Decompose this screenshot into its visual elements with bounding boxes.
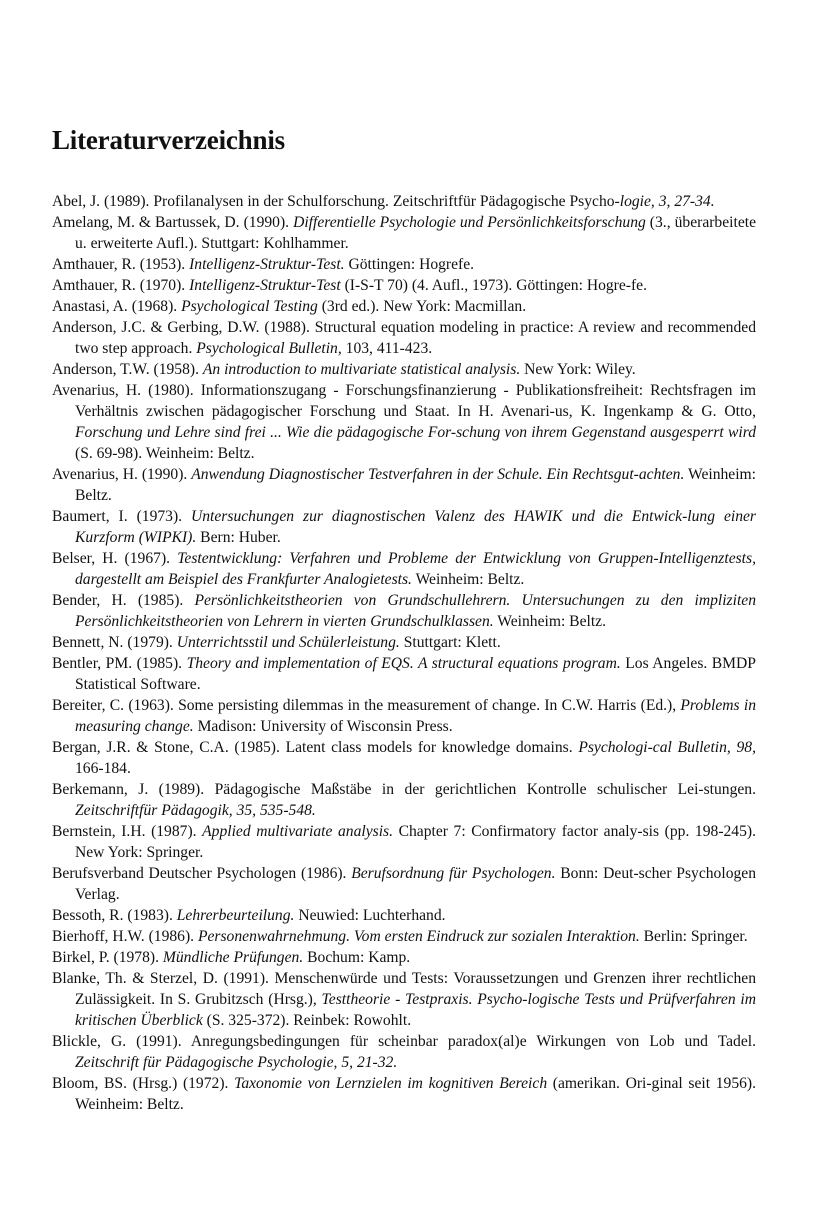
reference-text: Bennett, N. (1979).	[52, 634, 177, 651]
reference-text: Bloom, BS. (Hrsg.) (1972).	[52, 1075, 235, 1092]
reference-entry	[52, 506, 756, 548]
reference-text: Bierhoff, H.W. (1986).	[52, 928, 198, 945]
reference-text: Bereiter, C. (1963). Some persisting dilemmas in the measurement of change. In C.W. Harris (Ed.),	[52, 697, 681, 714]
reference-title: Forschung und Lehre sind frei ... Wie die pädagogische For-schung von ihrem Gegenstand ausgesperrt wird	[75, 424, 756, 441]
reference-title: Zeitschriftfür Pädagogik, 35, 535-548.	[75, 802, 316, 819]
reference-text: Blanke, Th. & Sterzel, D. (1991). Menschenwürde und Tests: Voraussetzungen und Grenzen ihrer rechtlichen Zulässigkeit. In S. Grubitzsch (Hrsg.),	[52, 970, 756, 1008]
reference-text: Berkemann, J. (1989). Pädagogische Maßstäbe in der gerichtlichen Kontrolle schulischer Lei-stungen.	[52, 781, 756, 798]
reference-source: 166-184.	[75, 760, 131, 777]
reference-entry	[52, 380, 756, 464]
reference-title: Problems in measuring change.	[75, 697, 756, 735]
reference-entry	[52, 275, 756, 296]
reference-source: 103, 411-423.	[341, 340, 433, 357]
reference-entry	[52, 821, 756, 863]
reference-text: Birkel, P. (1978).	[52, 949, 163, 966]
reference-source: (S. 325-372). Reinbek: Rowohlt.	[202, 1012, 412, 1029]
reference-entry	[52, 191, 756, 212]
reference-text: Anderson, J.C. & Gerbing, D.W. (1988). Structural equation modeling in practice: A review and recommended two step approach.	[52, 319, 756, 357]
reference-text: Amelang, M. & Bartussek, D. (1990).	[52, 214, 294, 231]
reference-entry	[52, 212, 756, 254]
reference-source: Berlin: Springer.	[639, 928, 748, 945]
reference-text: Blickle, G. (1991). Anregungsbedingungen für scheinbar paradox(al)e Wirkungen von Lob und Tadel.	[52, 1033, 756, 1050]
reference-entry	[52, 695, 756, 737]
reference-title: Lehrerbeurteilung.	[176, 907, 295, 924]
reference-source: (amerikan. Ori-ginal seit 1956). Weinheim: Beltz.	[75, 1075, 757, 1113]
reference-entry	[52, 737, 756, 779]
reference-entry	[52, 926, 756, 947]
reference-source: Madison: University of Wisconsin Press.	[193, 718, 453, 735]
reference-entry	[52, 1073, 756, 1115]
reference-text: Baumert, I. (1973).	[52, 508, 191, 525]
reference-text: Berufsverband Deutscher Psychologen (1986).	[52, 865, 352, 882]
reference-title: Testtheorie - Testpraxis. Psycho-logische Tests und Prüfverfahren im kritischen Überblick	[75, 991, 756, 1029]
reference-source: Weinheim: Beltz.	[493, 613, 606, 630]
reference-text: Bentler, PM. (1985).	[52, 655, 187, 672]
reference-list	[52, 191, 756, 1115]
reference-source: (3., überarbeitete u. erweiterte Aufl.). Stuttgart: Kohlhammer.	[75, 214, 756, 252]
reference-entry	[52, 968, 756, 1031]
reference-title: Taxonomie von Lernzielen im kognitiven Bereich	[234, 1075, 548, 1092]
reference-text: Bergan, J.R. & Stone, C.A. (1985). Latent class models for knowledge domains.	[52, 739, 579, 756]
reference-title: Untersuchungen zur diagnostischen Valenz des HAWIK und die Entwick-lung einer Kurzform (WIPKI).	[75, 508, 756, 546]
reference-text: Anastasi, A. (1968).	[52, 298, 182, 315]
reference-title: Applied multivariate analysis.	[202, 823, 394, 840]
page-title: Literaturverzeichnis	[52, 125, 285, 155]
reference-source: (S. 69-98). Weinheim: Beltz.	[75, 445, 255, 462]
reference-title: Mündliche Prüfungen.	[162, 949, 304, 966]
reference-source: (3rd ed.). New York: Macmillan.	[317, 298, 527, 315]
reference-source: Weinheim: Beltz.	[411, 571, 525, 588]
reference-source: Bochum: Kamp.	[303, 949, 411, 966]
reference-entry	[52, 359, 756, 380]
reference-entry	[52, 1031, 756, 1073]
reference-source: Neuwied: Luchterhand.	[294, 907, 446, 924]
reference-source: Bern: Huber.	[196, 529, 281, 546]
reference-title: Theory and implementation of EQS. A structural equations program.	[186, 655, 621, 672]
reference-title: Psychologi-cal Bulletin, 98,	[578, 739, 757, 756]
reference-title: logie, 3, 27-34.	[619, 193, 715, 210]
reference-text: Bessoth, R. (1983).	[52, 907, 177, 924]
reference-title: Berufsordnung für Psychologen.	[351, 865, 556, 882]
reference-source: Chapter 7: Confirmatory factor analy-sis (pp. 198-245). New York: Springer.	[75, 823, 756, 861]
reference-title: Psychological Bulletin,	[196, 340, 342, 357]
reference-title: An introduction to multivariate statistical analysis.	[202, 361, 521, 378]
reference-text: Bender, H. (1985).	[52, 592, 195, 609]
reference-text: Abel, J. (1989). Profilanalysen in der Schulforschung. Zeitschriftfür Pädagogische Psycho-	[52, 193, 620, 210]
reference-text: Amthauer, R. (1953).	[52, 256, 190, 273]
reference-title: Unterrichtsstil und Schülerleistung.	[176, 634, 400, 651]
reference-title: Psychological Testing	[181, 298, 318, 315]
reference-source: Los Angeles. BMDP Statistical Software.	[75, 655, 756, 693]
reference-title: Testentwicklung: Verfahren und Probleme der Entwicklung von Gruppen-Intelligenztests, dargestellt am Beispiel des Frankfurter Analogietests.	[75, 550, 756, 588]
reference-text: Bernstein, I.H. (1987).	[52, 823, 203, 840]
reference-entry	[52, 254, 756, 275]
reference-source: Göttingen: Hogrefe.	[344, 256, 475, 273]
reference-text: Avenarius, H. (1990).	[52, 466, 192, 483]
reference-text: Belser, H. (1967).	[52, 550, 178, 567]
reference-source: Stuttgart: Klett.	[399, 634, 501, 651]
reference-title: Differentielle Psychologie und Persönlichkeitsforschung	[293, 214, 646, 231]
reference-source: Bonn: Deut-scher Psychologen Verlag.	[75, 865, 756, 903]
reference-title: Intelligenz-Struktur-Test.	[189, 256, 345, 273]
reference-source: Weinheim: Beltz.	[75, 466, 757, 504]
reference-text: Amthauer, R. (1970).	[52, 277, 190, 294]
reference-title: Persönlichkeitstheorien von Grundschullehrern. Untersuchungen zu den impliziten Persönlichkeitstheorien von Lehrern in vierten Grundschulklassen.	[75, 592, 756, 630]
reference-entry	[52, 590, 756, 632]
reference-entry	[52, 905, 756, 926]
reference-source: New York: Wiley.	[520, 361, 636, 378]
reference-entry	[52, 464, 756, 506]
reference-text: Avenarius, H. (1980). Informationszugang - Forschungsfinanzierung - Publikationsfreiheit: Rechtsfragen im Verhältnis zwischen pädagogischer Forschung und Staat. In H. Avenari-us, K. Ingenkamp & G. Otto,	[52, 382, 756, 420]
reference-entry	[52, 653, 756, 695]
reference-entry	[52, 317, 756, 359]
reference-entry	[52, 632, 756, 653]
reference-entry	[52, 296, 756, 317]
reference-title: Personenwahrnehmung. Vom ersten Eindruck zur sozialen Interaktion.	[197, 928, 640, 945]
reference-entry	[52, 779, 756, 821]
reference-text: Anderson, T.W. (1958).	[52, 361, 203, 378]
reference-entry	[52, 863, 756, 905]
reference-title: Zeitschrift für Pädagogische Psychologie, 5, 21-32.	[75, 1054, 398, 1071]
reference-title: Intelligenz-Struktur-Test	[189, 277, 341, 294]
reference-entry	[52, 548, 756, 590]
reference-title: Anwendung Diagnostischer Testverfahren in der Schule. Ein Rechtsgut-achten.	[191, 466, 685, 483]
reference-source: (I-S-T 70) (4. Aufl., 1973). Göttingen: Hogre-fe.	[340, 277, 647, 294]
reference-entry	[52, 947, 756, 968]
